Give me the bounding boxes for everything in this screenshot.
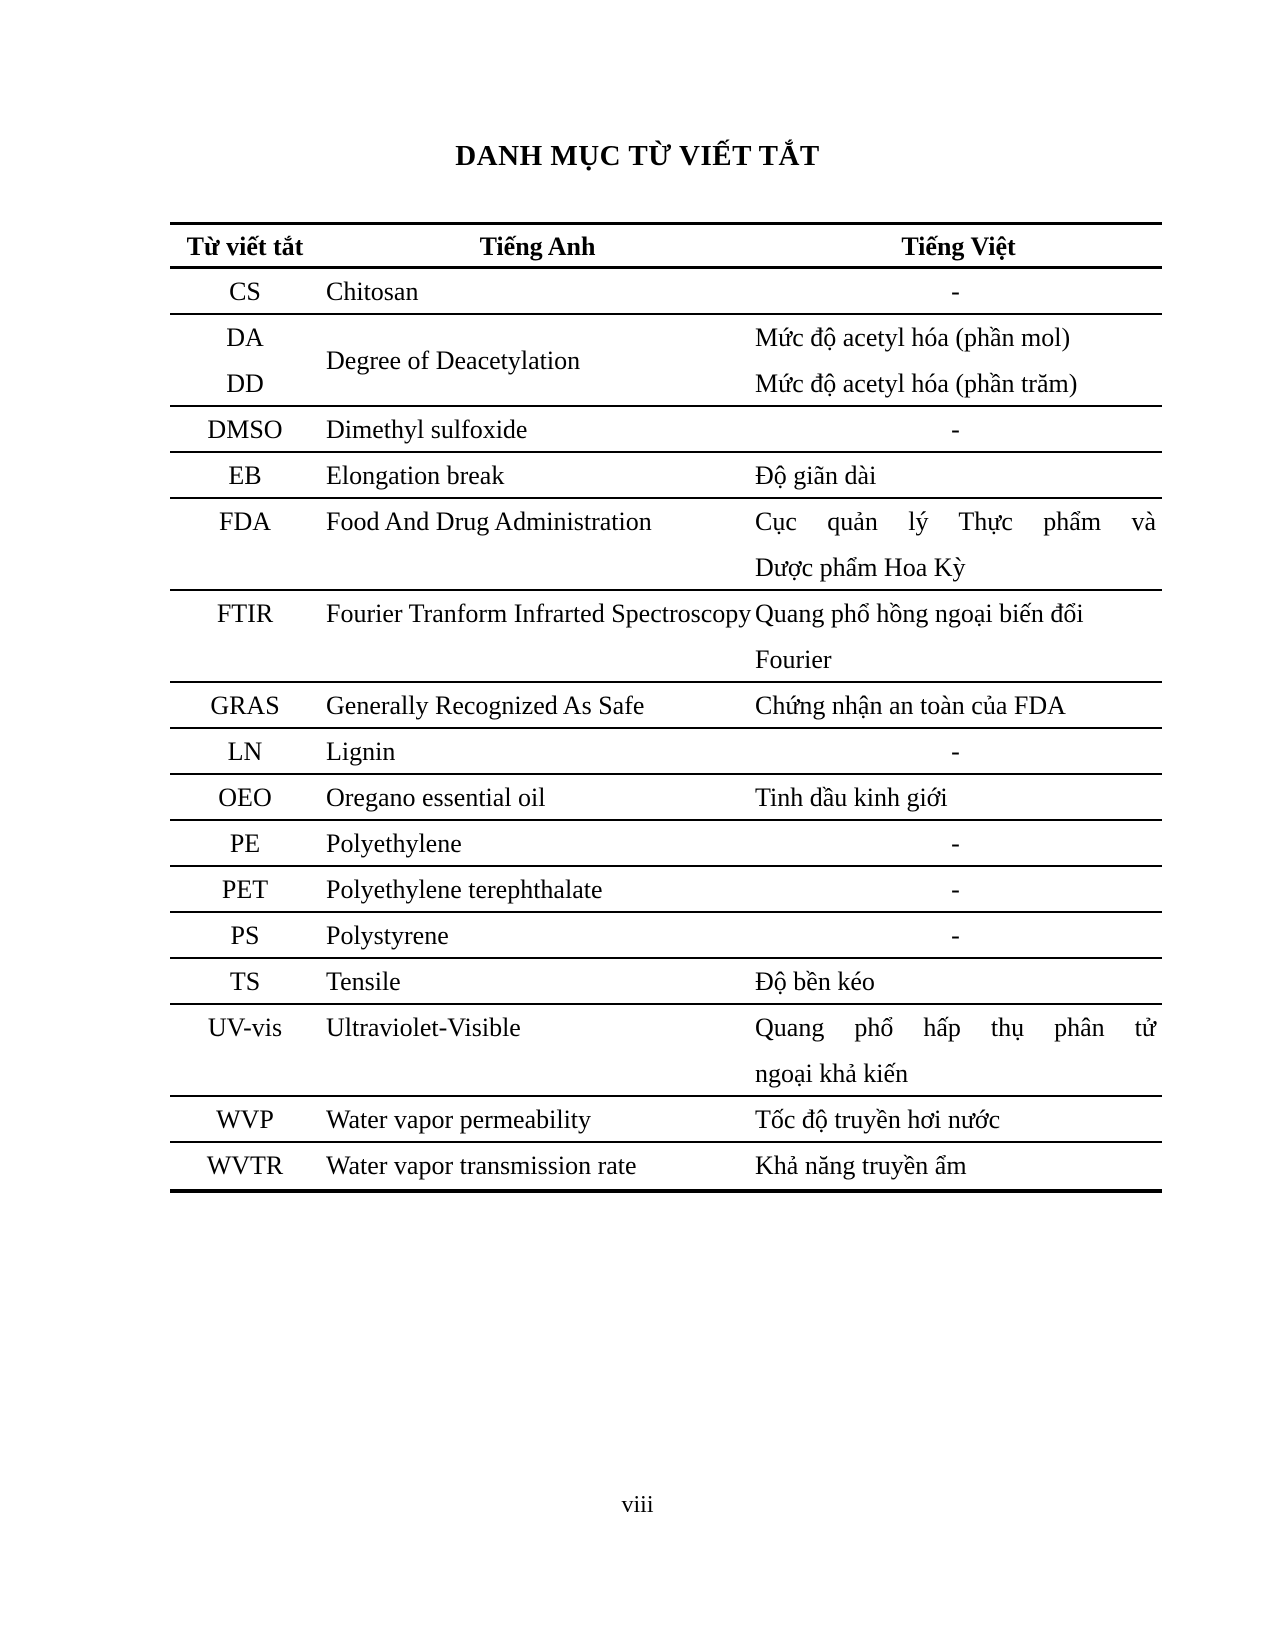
table-row (170, 1097, 1162, 1143)
header-abbreviation: Từ viết tắt (186, 232, 304, 261)
abbr-cell: GRAS (210, 691, 280, 720)
vietnamese-cell: - (951, 921, 960, 950)
table-row (170, 269, 1162, 315)
abbr-cell: UV-vis (207, 1013, 283, 1042)
english-cell: Polystyrene (326, 921, 449, 950)
header-vietnamese: Tiếng Việt (901, 232, 1016, 261)
english-cell: Food And Drug Administration (326, 507, 652, 536)
vietnamese-cell: Tốc độ truyền hơi nước (755, 1105, 1001, 1134)
table-row (170, 775, 1162, 821)
abbr-cell (170, 315, 320, 407)
english-cell: Ultraviolet-Visible (326, 1013, 521, 1042)
page-number: viii (621, 1492, 654, 1518)
vietnamese-cell (755, 499, 1162, 591)
vietnamese-cell: Khả năng truyền ẩm (755, 1151, 967, 1180)
abbr-cell: PET (221, 875, 269, 904)
table-header-row (170, 225, 1162, 269)
table-row (170, 407, 1162, 453)
table-row (170, 1005, 1162, 1097)
vietnamese-cell: Độ bền kéo (755, 967, 875, 996)
english-cell: Dimethyl sulfoxide (326, 415, 528, 444)
english-cell: Water vapor permeability (326, 1105, 592, 1134)
vietnamese-line-1: Mức độ acetyl hóa (phần mol) (755, 323, 1071, 352)
table-row (170, 315, 1162, 407)
abbr-cell: TS (229, 967, 261, 996)
vietnamese-cell: - (951, 277, 960, 306)
vietnamese-line-1: Quang phổ hấp thụ phân tử (755, 1013, 1156, 1042)
abbr-cell: PS (230, 921, 260, 950)
table-row (170, 913, 1162, 959)
abbr-cell: WVTR (206, 1151, 284, 1180)
table-row (170, 959, 1162, 1005)
english-cell: Generally Recognized As Safe (326, 691, 645, 720)
english-cell: Oregano essential oil (326, 783, 546, 812)
table-row (170, 867, 1162, 913)
vietnamese-line-2: Fourier (755, 645, 832, 674)
english-cell: Water vapor transmission rate (326, 1151, 637, 1180)
abbr-cell: WVP (216, 1105, 274, 1134)
table-row (170, 499, 1162, 591)
table-row (170, 453, 1162, 499)
vietnamese-line-2: Mức độ acetyl hóa (phần trăm) (755, 369, 1078, 398)
abbr-cell: CS (229, 277, 261, 306)
english-cell: Polyethylene (326, 829, 462, 858)
vietnamese-cell: - (951, 875, 960, 904)
page-title: DANH MỤC TỪ VIẾT TẮT (455, 140, 820, 172)
header-english: Tiếng Anh (479, 232, 596, 261)
vietnamese-cell (755, 591, 1162, 683)
abbr-cell: EB (228, 461, 262, 490)
vietnamese-cell: Tinh dầu kinh giới (755, 783, 948, 812)
vietnamese-cell: - (951, 737, 960, 766)
vietnamese-cell: - (951, 415, 960, 444)
vietnamese-cell (755, 315, 1162, 407)
english-cell: Polyethylene terephthalate (326, 875, 603, 904)
vietnamese-line-2: Dược phẩm Hoa Kỳ (755, 553, 966, 582)
english-cell: Tensile (326, 967, 401, 996)
abbr-cell: FTIR (216, 599, 274, 628)
english-cell: Elongation break (326, 461, 505, 490)
table-row (170, 1143, 1162, 1189)
abbr-line-2: DD (226, 369, 264, 398)
english-cell: Chitosan (326, 277, 419, 306)
table-row (170, 683, 1162, 729)
table-row (170, 591, 1162, 683)
vietnamese-line-1: Cục quản lý Thực phẩm và (755, 507, 1156, 536)
vietnamese-cell (755, 1005, 1162, 1097)
abbreviations-table (170, 222, 1162, 1193)
english-cell: Lignin (326, 737, 396, 766)
abbr-cell: FDA (218, 507, 271, 536)
abbr-cell: LN (227, 737, 263, 766)
english-cell: Fourier Tranform Infrarted Spectroscopy (326, 599, 752, 628)
vietnamese-cell: - (951, 829, 960, 858)
table-row (170, 729, 1162, 775)
abbr-cell: OEO (218, 783, 272, 812)
vietnamese-cell: Chứng nhận an toàn của FDA (755, 691, 1066, 720)
abbr-cell: DMSO (207, 415, 283, 444)
vietnamese-line-1: Quang phổ hồng ngoại biến đổi (755, 599, 1084, 628)
english-cell: Degree of Deacetylation (326, 346, 581, 375)
vietnamese-line-2: ngoại khả kiến (755, 1059, 909, 1088)
abbr-cell: PE (229, 829, 261, 858)
table-row (170, 821, 1162, 867)
abbr-line-1: DA (226, 323, 264, 352)
vietnamese-cell: Độ giãn dài (755, 461, 877, 490)
